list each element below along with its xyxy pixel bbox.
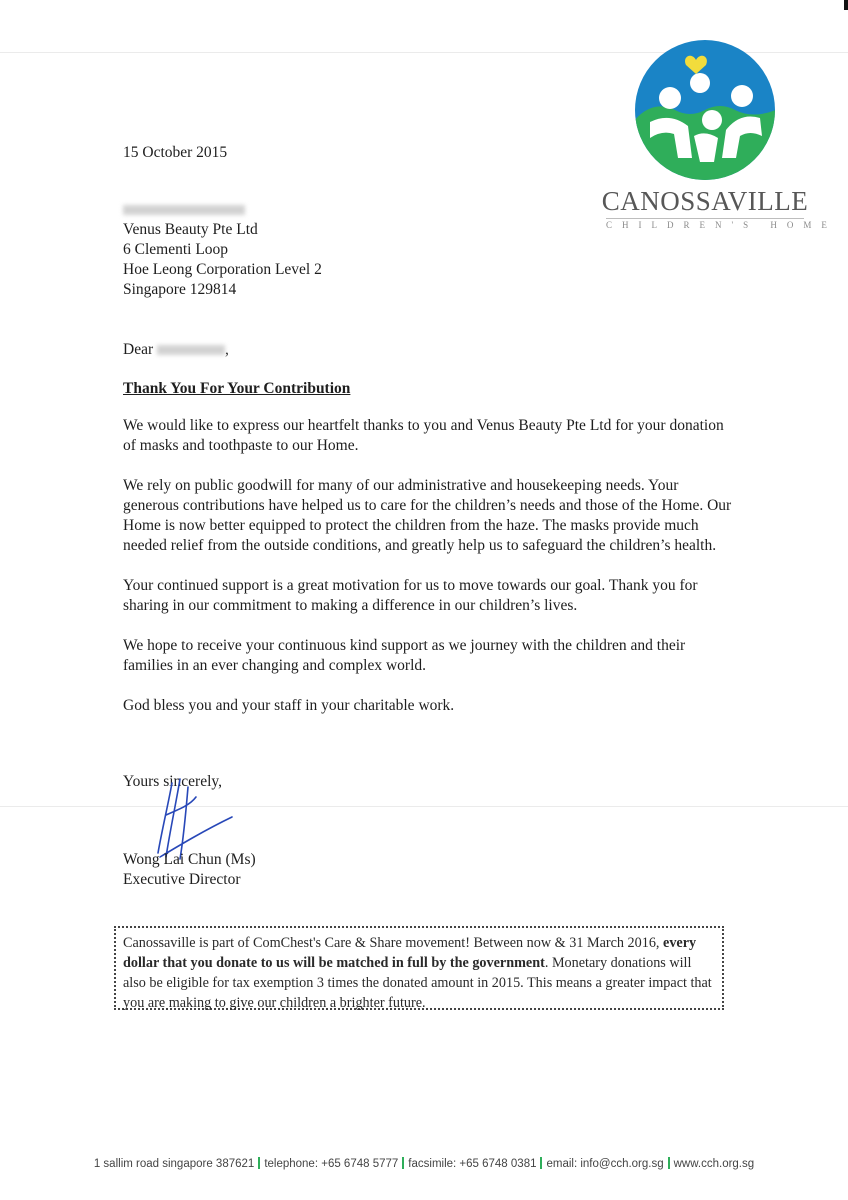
- body-paragraph: We rely on public goodwill for many of our administrative and housekeeping needs. Your generous contributions have helped us to care for the children’s needs and those of the Home. Our Home is now better equipped to protect the children from the haze. The masks provide much needed relief from the outside conditions, and greatly help us to safeguard the children’s health.: [123, 477, 732, 554]
- logo-subtitle: CHILDREN'S HOME: [606, 220, 837, 230]
- body-paragraph: We would like to express our heartfelt thanks to you and Venus Beauty Pte Ltd for your donation of masks and toothpaste to our Home.: [123, 417, 724, 454]
- body-paragraph: God bless you and your staff in your charitable work.: [123, 697, 455, 714]
- footer-separator: [668, 1157, 670, 1169]
- letter-body: [123, 416, 733, 736]
- recipient-address-line2: Hoe Leong Corporation Level 2: [123, 261, 322, 278]
- footer-website: www.cch.org.sg: [673, 1158, 755, 1170]
- redaction-blur: [157, 345, 225, 355]
- logo-name: CANOSSAVILLE: [601, 186, 809, 216]
- canossaville-emblem-icon: [630, 38, 780, 188]
- notice-text-start: Canossaville is part of ComChest's Care & Share movement! Between now & 31 March 2016,: [123, 935, 664, 951]
- recipient-company: Venus Beauty Pte Ltd: [123, 221, 258, 238]
- recipient-address-line3: Singapore 129814: [123, 281, 237, 298]
- footer-separator: [540, 1157, 542, 1169]
- fold-line-bottom: [0, 806, 848, 807]
- recipient-name-redacted: [123, 200, 245, 220]
- footer-email: email: info@cch.org.sg: [546, 1158, 664, 1170]
- footer-facsimile: facsimile: +65 6748 0381: [408, 1158, 537, 1170]
- scan-mark: [844, 0, 848, 10]
- signer-title: Executive Director: [123, 871, 241, 888]
- signer-name: Wong Lai Chun (Ms): [123, 851, 256, 868]
- notice-text-end: . Monetary donations will also be eligible for tax exemption 3 times the donated amount in 2015. This means a greater impact that you are making to give our children a brighter future.: [123, 955, 712, 1011]
- footer-address: 1 sallim road singapore 387621: [93, 1158, 255, 1170]
- salutation: [123, 340, 229, 360]
- notice-highlight: every dollar that you donate to us will be matched in full by the government: [123, 935, 697, 971]
- body-paragraph: Your continued support is a great motivation for us to move towards our goal. Thank you for sharing in our commitment to making a difference in our children’s lives.: [123, 577, 698, 614]
- closing: Yours sincerely,: [123, 773, 223, 790]
- recipient-address-line1: 6 Clementi Loop: [123, 241, 229, 258]
- letterhead-footer: [0, 1157, 848, 1170]
- body-paragraph: We hope to receive your continuous kind support as we journey with the children and their families in an ever changing and complex world.: [123, 637, 686, 674]
- letter-subject: Thank You For Your Contribution: [123, 380, 351, 397]
- care-and-share-notice: [114, 926, 724, 1010]
- redaction-blur: [123, 205, 245, 215]
- salutation-word: Dear: [123, 341, 154, 358]
- footer-separator: [258, 1157, 260, 1169]
- canossaville-logo: [600, 38, 837, 230]
- salutation-comma: ,: [225, 341, 229, 358]
- footer-telephone: telephone: +65 6748 5777: [264, 1158, 399, 1170]
- letter-date: 15 October 2015: [123, 144, 228, 161]
- footer-separator: [402, 1157, 404, 1169]
